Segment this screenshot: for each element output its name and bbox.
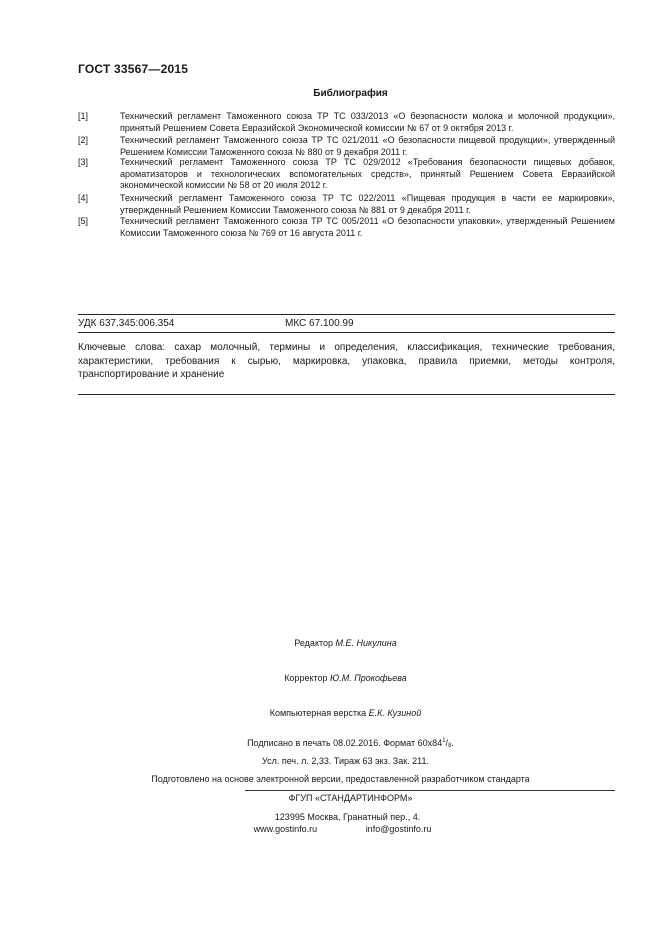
layout-line — [0, 708, 661, 718]
mks-code: МКС 67.100.99 — [285, 318, 354, 329]
prepared-text: Подготовлено на основе электронной версии, предоставленной разработчиком стандарта — [151, 774, 530, 784]
bibliography-entry — [78, 157, 615, 192]
editor-name: М.Е. Никулина — [335, 638, 397, 648]
format-numerator: 1 — [442, 738, 446, 744]
address-line — [0, 812, 661, 822]
prepared-line — [0, 774, 661, 784]
corrector-label: Корректор — [284, 673, 328, 683]
editor-line — [0, 638, 661, 648]
section-divider — [78, 394, 615, 395]
entry-number: [2] — [78, 135, 89, 145]
editor-label: Редактор — [294, 638, 334, 648]
bibliography-entry — [78, 216, 615, 239]
keywords: Ключевые слова: сахар молочный, термины и определения, классификация, технические требования, характеристики, требования к сырью, маркировка, упаковка, правила приемки, методы контроля, транспортирование и хранение — [78, 342, 615, 380]
entry-text: Технический регламент Таможенного союза ТР ТС 033/2013 «О безопасности молока и молочной продукции», принятый Решением Совета Евразийской Экономической комиссии № 67 от 9 октября 2013 г. — [120, 111, 615, 133]
document-code: ГОСТ 33567—2015 — [78, 62, 189, 76]
print-info-line — [0, 756, 661, 766]
contacts-line — [0, 824, 661, 834]
corrector-name: Ю.М. Прокофьева — [330, 673, 407, 683]
entry-number: [3] — [78, 157, 89, 167]
udc-code: УДК 637.345:006.354 — [78, 318, 175, 329]
bibliography-entry — [78, 193, 615, 216]
entry-text: Технический регламент Таможенного союза ТР ТС 029/2012 «Требования безопасности пищевых добавок, ароматизаторов и технологических вспомогательных средств», принятый Решением Совета Евразийской экономической комиссии № 58 от 20 июля 2012 г. — [120, 157, 615, 190]
entry-number: [1] — [78, 111, 89, 121]
imprint-divider — [245, 790, 615, 791]
layout-name: Е.К. Кузиной — [368, 708, 422, 718]
publisher: ФГУП «СТАНДАРТИНФОРМ» — [288, 793, 413, 803]
corrector-line — [0, 673, 661, 683]
entry-number: [4] — [78, 193, 89, 203]
entry-text: Технический регламент Таможенного союза ТР ТС 021/2011 «О безопасности пищевой продукции», утвержденный Решением Комиссии Таможенного союза № 880 от 9 декабря 2011 г. — [120, 135, 615, 157]
entry-text: Технический регламент Таможенного союза ТР ТС 005/2011 «О безопасности упаковки», утвержденный Решением Комиссии Таможенного союза № 769 от 16 августа 2011 г. — [120, 216, 615, 238]
entry-number: [5] — [78, 216, 89, 226]
bibliography-title: Библиография — [313, 88, 388, 99]
website-link[interactable]: www.gostinfo.ru — [253, 824, 318, 834]
format-denominator: 8 — [448, 743, 452, 749]
entry-text: Технический регламент Таможенного союза ТР ТС 022/2011 «Пищевая продукция в части ее маркировки», утвержденный Решением Комиссии Таможенного союза № 881 от 9 декабря 2011 г. — [120, 193, 615, 215]
address: 123995 Москва, Гранатный пер., 4. — [274, 812, 421, 822]
layout-label: Компьютерная верстка — [269, 708, 367, 718]
email-link[interactable]: info@gostinfo.ru — [365, 824, 432, 834]
bibliography-entry — [78, 111, 615, 134]
signed-text: Подписано в печать 08.02.2016. Формат 60x84 — [247, 738, 443, 748]
section-divider — [78, 332, 615, 333]
print-info: Усл. печ. л. 2,33. Тираж 63 экз. Зак. 211. — [261, 756, 430, 766]
signed-line: Подписано в печать 08.02.2016. Формат $60x84^1/8$. — [247, 738, 454, 749]
bibliography-entry — [78, 135, 615, 158]
section-divider — [78, 314, 615, 315]
publisher-line — [0, 793, 661, 803]
